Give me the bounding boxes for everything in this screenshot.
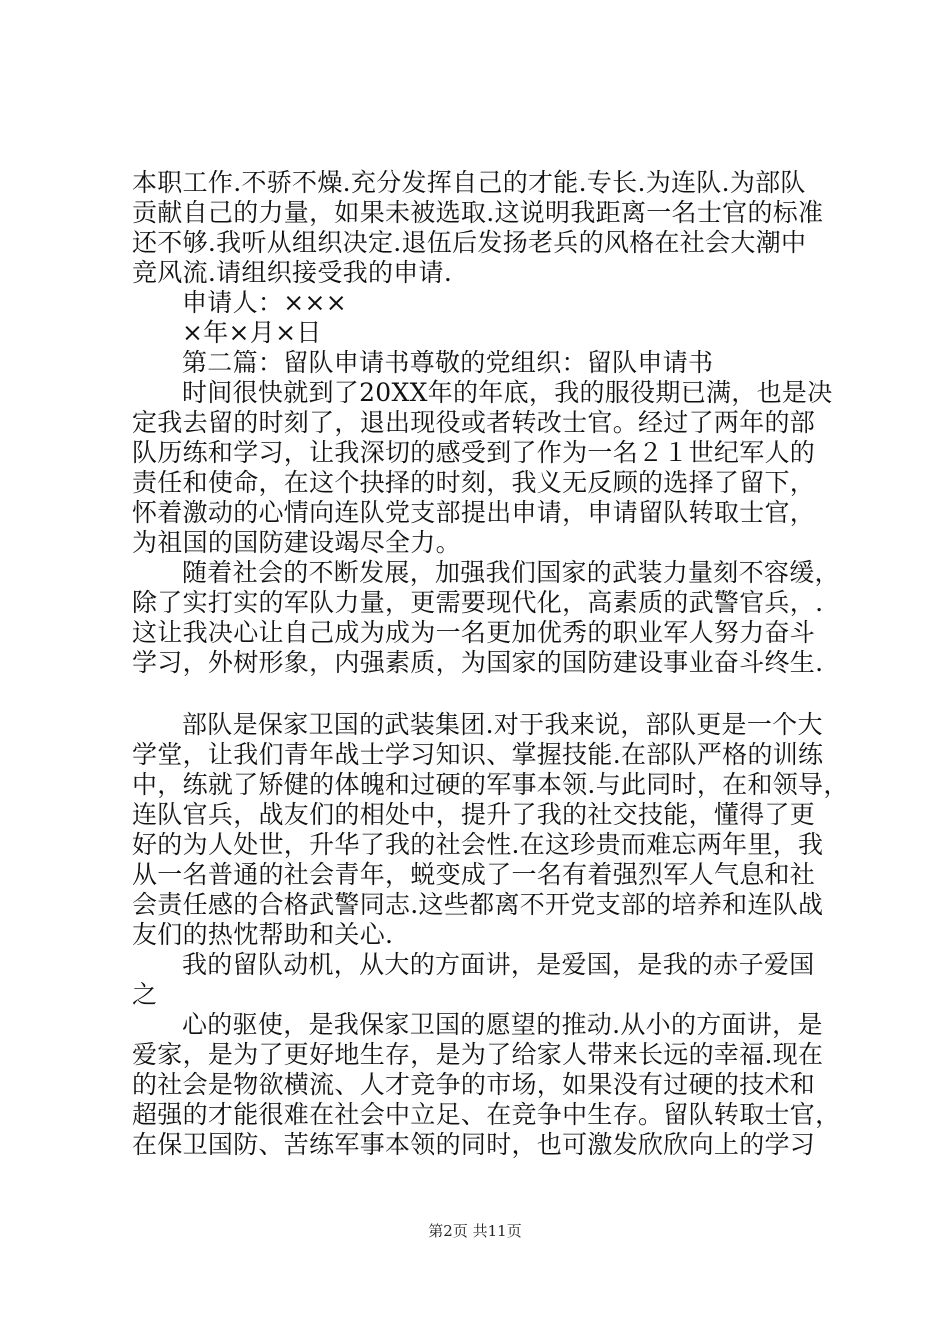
text-line: ×年×月×日 bbox=[182, 318, 322, 347]
text-line: 我的留队动机，从大的方面讲，是爱国，是我的赤子爱国 bbox=[182, 950, 815, 979]
text-line: 部队是保家卫国的武装集团.对于我来说，部队更是一个大 bbox=[182, 710, 823, 739]
text-line: 怀着激动的心情向连队党支部提出申请，申请留队转取士官， bbox=[132, 498, 816, 527]
text-line: 学堂，让我们青年战士学习知识、掌握技能.在部队严格的训练 bbox=[132, 740, 824, 769]
text-line: 本职工作.不骄不燥.充分发挥自己的才能.专长.为连队.为部队 bbox=[132, 168, 806, 197]
text-line: 这让我决心让自己成为成为一名更加优秀的职业军人努力奋斗 bbox=[132, 618, 816, 647]
text-line: 在保卫国防、苦练军事本领的同时，也可激发欣欣向上的学习 bbox=[132, 1130, 816, 1159]
text-line: 随着社会的不断发展，加强我们国家的武装力量刻不容缓， bbox=[182, 558, 840, 587]
text-line: 贡献自己的力量，如果未被选取.这说明我距离一名士官的标准 bbox=[132, 198, 824, 227]
text-line: 责任和使命，在这个抉择的时刻，我义无反顾的选择了留下， bbox=[132, 468, 816, 497]
text-line: 中，练就了矫健的体魄和过硬的军事本领.与此同时，在和领导， bbox=[132, 770, 849, 799]
text-line: 连队官兵，战友们的相处中，提升了我的社交技能，懂得了更 bbox=[132, 800, 816, 829]
text-line: 申请人：××× bbox=[182, 288, 347, 317]
text-line: 爱家，是为了更好地生存，是为了给家人带来长远的幸福.现在 bbox=[132, 1040, 824, 1069]
text-line: 时间很快就到了20XX年的年底，我的服役期已满，也是决 bbox=[182, 378, 833, 407]
text-line: 心的驱使，是我保家卫国的愿望的推动.从小的方面讲，是 bbox=[182, 1010, 823, 1039]
page-footer bbox=[0, 1220, 950, 1241]
blank-line bbox=[132, 678, 832, 710]
text-line: 的社会是物欲横流、人才竞争的市场，如果没有过硬的技术和 bbox=[132, 1070, 816, 1099]
text-line: 定我去留的时刻了，退出现役或者转改士官。经过了两年的部 bbox=[132, 408, 816, 437]
text-line: 会责任感的合格武警同志.这些都离不开党支部的培养和连队战 bbox=[132, 890, 824, 919]
text-line: 超强的才能很难在社会中立足、在竞争中生存。留队转取士官， bbox=[132, 1100, 841, 1129]
text-line: 友们的热忱帮助和关心. bbox=[132, 920, 394, 949]
document-body bbox=[132, 168, 849, 1160]
text-line: 竞风流.请组织接受我的申请. bbox=[132, 258, 453, 287]
text-line: 为祖国的国防建设竭尽全力。 bbox=[132, 528, 461, 557]
text-line: 还不够.我听从组织决定.退伍后发扬老兵的风格在社会大潮中 bbox=[132, 228, 807, 257]
page-number-label: 第2页 共11页 bbox=[428, 1222, 522, 1240]
text-line: 学习，外树形象，内强素质，为国家的国防建设事业奋斗终生. bbox=[132, 648, 824, 677]
text-line: 之 bbox=[132, 980, 158, 1009]
text-line: 除了实打实的军队力量，更需要现代化，高素质的武警官兵，. bbox=[132, 588, 824, 617]
text-line: 好的为人处世，升华了我的社会性.在这珍贵而难忘两年里，我 bbox=[132, 830, 824, 859]
text-line: 第二篇：留队申请书尊敬的党组织：留队申请书 bbox=[182, 348, 714, 377]
text-line: 从一名普通的社会青年，蜕变成了一名有着强烈军人气息和社 bbox=[132, 860, 816, 889]
text-line: 队历练和学习，让我深切的感受到了作为一名２１世纪军人的 bbox=[132, 438, 816, 467]
